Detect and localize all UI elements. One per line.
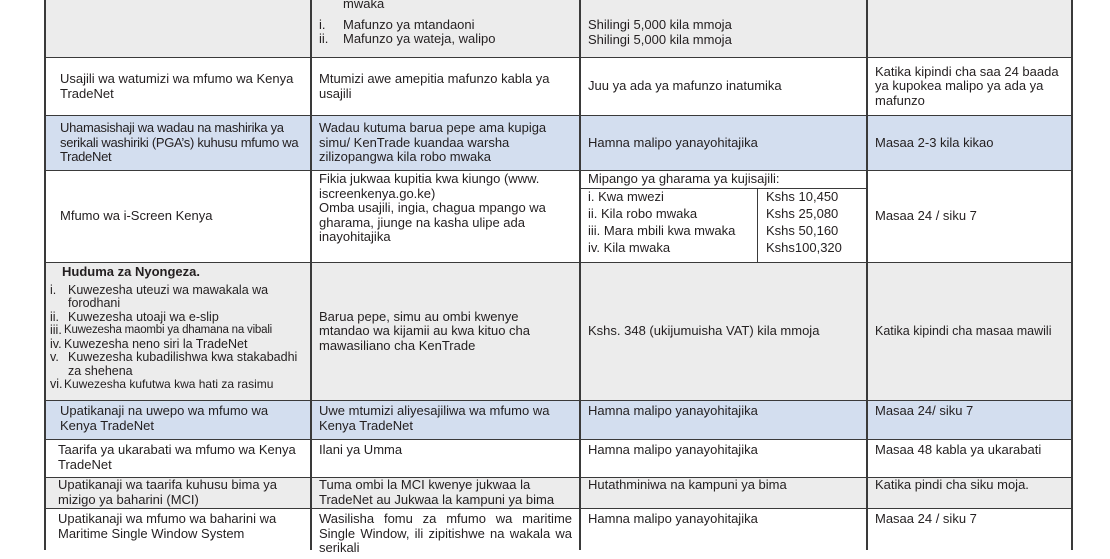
table-row-stakeholder-sensitization [44, 116, 1072, 171]
cell-timeline: Katika pindi cha siku moja. [875, 477, 1029, 492]
cell-cost: Kshs. 348 (ukijumuisha VAT) kila mmoja [588, 323, 820, 339]
cell-service [44, 263, 311, 400]
pricing-plans [580, 171, 867, 262]
grid-line [1071, 0, 1073, 550]
cell-cost: Hutathminiwa na kampuni ya bima [588, 477, 787, 492]
cell-service: Uhamasishaji wa wadau na mashirika ya serikali washiriki (PGA’s) kuhusu mfumo wa TradeNet [60, 120, 299, 165]
list-text: Kuwezesha maombi ya dhamana na vibali [64, 324, 273, 336]
cell-requirements: Uwe mtumizi aliyesajiliwa wa mfumo wa Kenya TradeNet [319, 403, 550, 433]
cell-timeline: Masaa 24/ siku 7 [875, 403, 974, 418]
table-row-availability [44, 401, 1072, 440]
service-charter-table [44, 0, 1072, 555]
list-item [319, 32, 572, 47]
text: Omba usajili, ingia, chagua mpango wa gharama, jiunge na kasha ulipe ada inayohitajika [319, 200, 546, 244]
cell-service: Upatikanaji wa taarifa kuhusu bima ya mizigo ya baharini (MCI) [58, 477, 277, 507]
cell-timeline [867, 0, 1072, 57]
cell-service [44, 0, 311, 57]
list-number: iii. [50, 323, 62, 337]
plan-amount: Kshs100,320 [766, 240, 842, 255]
cell-timeline: Katika kipindi cha masaa mawili [875, 324, 1052, 339]
plan-row [580, 188, 867, 206]
cell-service: Taarifa ya ukarabati wa mfumo wa Kenya TradeNet [58, 442, 296, 472]
list-item [319, 18, 572, 33]
cell-cost: Hamna malipo yanayohitajika [588, 403, 758, 418]
list-number: ii. [319, 31, 329, 46]
list-text: Mafunzo ya wateja, walipo [343, 31, 496, 46]
cell-requirements: Barua pepe, simu au ombi kwenye mtandao wa kijamii au kwa kituo cha mawasiliano cha KenTrade [319, 308, 530, 353]
text: mwaka [343, 0, 385, 11]
cell-cost: Hamna malipo yanayohitajika [588, 511, 758, 526]
cell-service: Upatikanaji wa mfumo wa baharini wa Maritime Single Window System [58, 511, 277, 541]
plan-label: iii. Mara mbili kwa mwaka [588, 223, 736, 238]
list-text: Kuwezesha neno siri la TradeNet [64, 336, 248, 351]
cell-cost: Hamna malipo yanayohitajika [588, 134, 758, 150]
cell-requirements: Ilani ya Umma [319, 442, 403, 457]
cell-timeline: Masaa 24 / siku 7 [875, 208, 977, 224]
list-item [50, 338, 303, 352]
cell-requirements: Wasilisha fomu za mfumo wa maritime Single Window, ili zipitishwe na wakala wa serikali [319, 511, 572, 555]
cell-cost [580, 171, 867, 262]
cell-timeline: Masaa 48 kabla ya ukarabati [875, 442, 1042, 457]
plan-amount: Kshs 10,450 [766, 189, 839, 204]
plan-amount: Kshs 25,080 [766, 206, 839, 221]
list-number: i. [50, 282, 57, 297]
section-heading: Huduma za Nyongeza. [62, 264, 200, 279]
table-row-training [44, 0, 1072, 58]
list-item [50, 284, 303, 311]
cell-cost: Juu ya ada ya mafunzo inatumika [588, 78, 782, 94]
grid-line [44, 0, 46, 550]
list-number: i. [319, 16, 326, 32]
cell-requirements [311, 171, 580, 262]
plan-row [580, 222, 867, 240]
table-row-maintenance-notice [44, 440, 1072, 478]
grid-line [579, 0, 581, 550]
cell-service: Mfumo wa i-Screen Kenya [60, 208, 213, 224]
plan-label: i. Kwa mwezi [588, 189, 664, 204]
table-row-iscreen [44, 171, 1072, 263]
text: Shilingi 5,000 kila mmoja [588, 17, 732, 32]
cell-requirements: Wadau kutuma barua pepe ama kupiga simu/ KenTrade kuandaa warsha zilizopangwa kila robo mwaka [319, 120, 547, 165]
cell-timeline: Masaa 2-3 kila kikao [875, 134, 994, 150]
cell-timeline: Katika kipindi cha saa 24 baada ya kupokea malipo ya ada ya mafunzo [875, 63, 1059, 108]
table-row-marine-cargo-insurance [44, 478, 1072, 509]
list-number: v. [50, 350, 59, 364]
list-item [50, 351, 303, 378]
table-row-additional-services [44, 263, 1072, 401]
cell-service: Usajili wa watumizi wa mfumo wa Kenya TradeNet [60, 71, 294, 101]
text: Shilingi 5,000 kila mmoja [588, 31, 732, 47]
list-text: Mafunzo ya mtandaoni [343, 16, 475, 32]
cell-requirements: Tuma ombi la MCI kwenye jukwaa la TradeNet au Jukwaa la kampuni ya bima [319, 477, 555, 507]
list-text: Kuwezesha kufutwa kwa hati za rasimu [64, 377, 274, 391]
list-item [50, 324, 303, 338]
cell-requirements [311, 0, 580, 57]
list-number: ii. [50, 309, 60, 324]
cell-cost [580, 0, 867, 57]
pricing-plans-heading: Mipango ya gharama ya kujisajili: [580, 171, 867, 189]
grid-line [310, 0, 312, 550]
cell-requirements: Mtumizi awe amepitia mafunzo kabla ya usajili [319, 71, 550, 101]
list-item [50, 311, 303, 325]
plan-row [580, 239, 867, 257]
pricing-plans-body [580, 188, 867, 262]
list-number: vi. [50, 377, 63, 391]
list-text: Kuwezesha kubadilishwa kwa stakabadhi za shehena [68, 350, 298, 378]
table-row-user-registration [44, 58, 1072, 116]
plan-amount: Kshs 50,160 [766, 223, 839, 238]
cell-cost: Hamna malipo yanayohitajika [588, 442, 758, 457]
list-number: iv. [50, 336, 62, 351]
cell-timeline: Masaa 24 / siku 7 [875, 511, 977, 526]
plan-label: ii. Kila robo mwaka [588, 206, 698, 221]
list-text: Kuwezesha uteuzi wa mawakala wa forodhani [68, 282, 269, 310]
table-row-maritime-single-window [44, 509, 1072, 559]
grid-line [866, 0, 868, 550]
list-item [50, 378, 303, 392]
list-text: Kuwezesha utoaji wa e-slip [68, 309, 219, 324]
cell-service: Upatikanaji na uwepo wa mfumo wa Kenya TradeNet [60, 403, 269, 433]
text: Fikia jukwaa kupitia kwa kiungo (www. iscreenkenya.go.ke) [319, 171, 540, 201]
plan-label: iv. Kila mwaka [588, 240, 671, 255]
plan-row [580, 205, 867, 223]
